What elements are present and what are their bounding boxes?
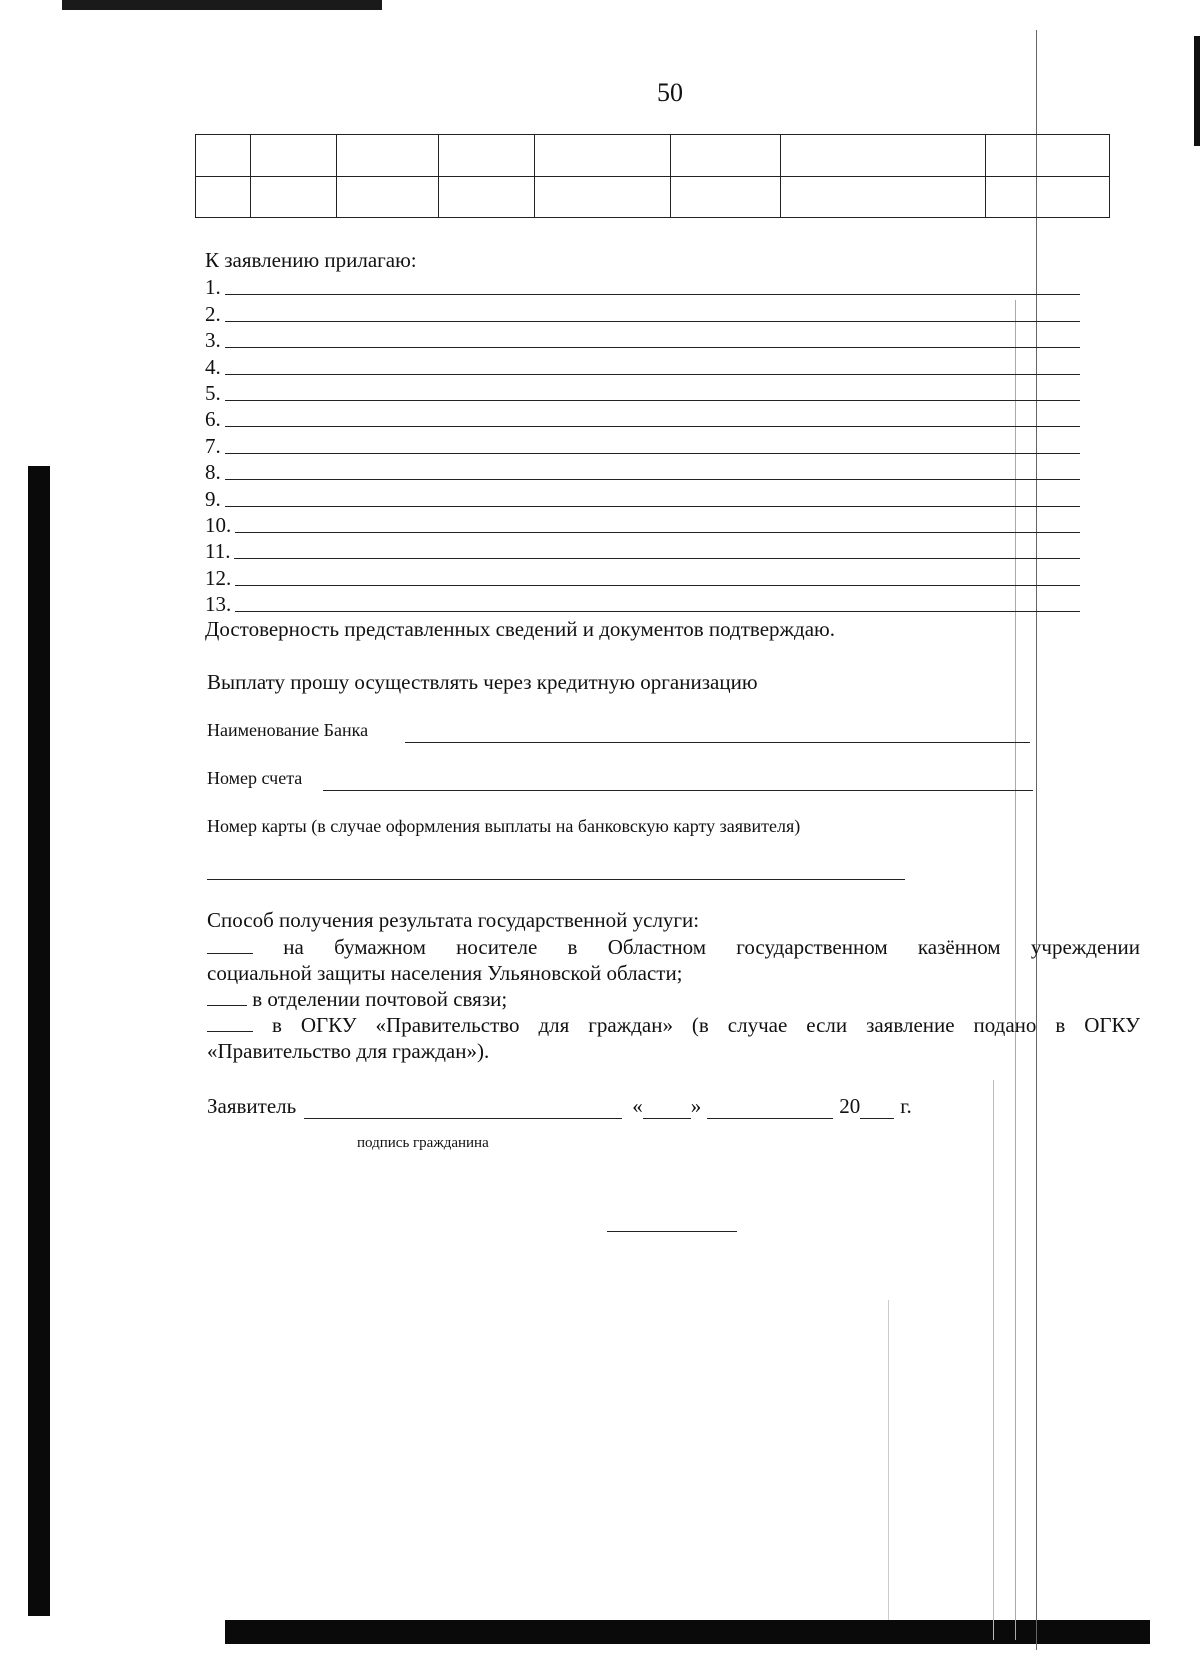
- attachments-title: К заявлению прилагаю:: [205, 248, 417, 272]
- option-ogku: [207, 1012, 1140, 1038]
- table-cell[interactable]: [534, 135, 671, 177]
- card-number-label: Номер карты (в случае оформления выплаты на банковскую карту заявителя): [207, 816, 801, 836]
- option-post: [207, 986, 1140, 1012]
- option-paper-text: на бумажном носителе в Областном государственном казённом учреждении: [283, 935, 1140, 959]
- option-ogku-text: в ОГКУ «Правительство для граждан» (в случае если заявление подано в ОГКУ: [271, 1013, 1141, 1037]
- attachment-row: [205, 430, 1080, 456]
- scan-fold-line: [993, 1080, 994, 1640]
- page-number: 50: [657, 78, 683, 107]
- table-cell[interactable]: [336, 176, 438, 218]
- table-cell[interactable]: [196, 135, 251, 177]
- attachment-row: [205, 589, 1080, 615]
- table-row: [196, 176, 1110, 218]
- attachment-fill-line[interactable]: [225, 505, 1080, 507]
- attachment-row: [205, 483, 1080, 509]
- card-number-field[interactable]: [207, 879, 905, 880]
- year-field[interactable]: [860, 1098, 894, 1119]
- attachment-fill-line[interactable]: [235, 531, 1080, 533]
- year-suffix: г.: [900, 1094, 912, 1118]
- attachment-fill-line[interactable]: [225, 478, 1080, 480]
- payment-request: Выплату прошу осуществлять через кредитную организацию: [207, 670, 758, 694]
- table-row: [196, 135, 1110, 177]
- table-cell[interactable]: [196, 176, 251, 218]
- attachment-fill-line[interactable]: [225, 346, 1080, 348]
- attachment-number: 5.: [205, 380, 221, 405]
- attachment-fill-line[interactable]: [225, 320, 1080, 322]
- table-cell[interactable]: [671, 135, 781, 177]
- signature-caption: подпись гражданина: [357, 1135, 489, 1151]
- table-cell[interactable]: [781, 135, 986, 177]
- table-cell[interactable]: [671, 176, 781, 218]
- table-cell[interactable]: [250, 176, 336, 218]
- table-cell[interactable]: [438, 176, 534, 218]
- attachment-row: [205, 562, 1080, 588]
- attachment-fill-line[interactable]: [235, 610, 1080, 612]
- applicant-label: Заявитель: [207, 1094, 297, 1118]
- attachment-row: [205, 378, 1080, 404]
- attachment-number: 1.: [205, 275, 221, 300]
- attachment-fill-line[interactable]: [225, 293, 1080, 295]
- scan-fold-line: [888, 1300, 889, 1620]
- attachment-number: 12.: [205, 565, 232, 590]
- scan-edge-bottom: [225, 1620, 1150, 1644]
- attachment-number: 8.: [205, 460, 221, 485]
- attachment-row: [205, 325, 1080, 351]
- attachment-row: [205, 351, 1080, 377]
- bank-name-label: Наименование Банка: [207, 720, 369, 740]
- table-cell[interactable]: [986, 176, 1110, 218]
- confirmation-statement: Достоверность представленных сведений и документов подтверждаю.: [205, 617, 835, 641]
- attachment-row: [205, 272, 1080, 298]
- option-post-text: в отделении почтовой связи;: [252, 987, 508, 1011]
- attachment-number: 11.: [205, 539, 231, 564]
- table-cell[interactable]: [250, 135, 336, 177]
- table-cell[interactable]: [534, 176, 671, 218]
- option-ogku-continued: «Правительство для граждан»).: [207, 1039, 490, 1063]
- day-field[interactable]: [643, 1098, 691, 1119]
- account-number-label: Номер счета: [207, 768, 303, 788]
- attachment-number: 2.: [205, 301, 221, 326]
- attachment-fill-line[interactable]: [225, 452, 1080, 454]
- option-paper: [207, 934, 1140, 960]
- table-cell[interactable]: [438, 135, 534, 177]
- attachment-number: 3.: [205, 328, 221, 353]
- table-cell[interactable]: [336, 135, 438, 177]
- table-cell[interactable]: [986, 135, 1110, 177]
- month-field[interactable]: [707, 1098, 833, 1119]
- result-method-title: Способ получения результата государственной услуги:: [207, 908, 700, 932]
- attachment-fill-line[interactable]: [235, 584, 1080, 586]
- attachment-number: 10.: [205, 512, 232, 537]
- attachments-list: [205, 272, 1080, 615]
- applicant-signature-line: [207, 1094, 912, 1119]
- year-prefix: 20: [839, 1094, 861, 1118]
- option-post-checkbox[interactable]: [207, 987, 247, 1006]
- attachment-fill-line[interactable]: [234, 557, 1080, 559]
- attachment-number: 7.: [205, 433, 221, 458]
- close-quote: »: [690, 1094, 702, 1118]
- attachment-fill-line[interactable]: [225, 425, 1080, 427]
- option-ogku-checkbox[interactable]: [207, 1013, 253, 1032]
- attachment-number: 6.: [205, 407, 221, 432]
- attachment-fill-line[interactable]: [225, 399, 1080, 401]
- attachment-number: 13.: [205, 592, 232, 617]
- attachment-fill-line[interactable]: [225, 373, 1080, 375]
- table-cell[interactable]: [781, 176, 986, 218]
- option-paper-continued: социальной защиты населения Ульяновской области;: [207, 961, 683, 985]
- account-number-field[interactable]: [323, 790, 1033, 791]
- attachment-row: [205, 510, 1080, 536]
- attachment-number: 9.: [205, 486, 221, 511]
- option-paper-checkbox[interactable]: [207, 935, 253, 954]
- result-method-options: [207, 934, 1140, 1064]
- attachment-row: [205, 457, 1080, 483]
- attachment-row: [205, 404, 1080, 430]
- attachment-number: 4.: [205, 354, 221, 379]
- signature-field[interactable]: [304, 1098, 622, 1119]
- end-separator: [607, 1231, 737, 1232]
- empty-grid-table: [195, 134, 1110, 218]
- open-quote: «: [632, 1094, 643, 1118]
- bank-name-field[interactable]: [405, 742, 1030, 743]
- scan-edge-left: [28, 466, 50, 1616]
- scan-edge-right: [1194, 36, 1200, 146]
- scan-edge-top: [62, 0, 382, 10]
- attachment-row: [205, 298, 1080, 324]
- attachment-row: [205, 536, 1080, 562]
